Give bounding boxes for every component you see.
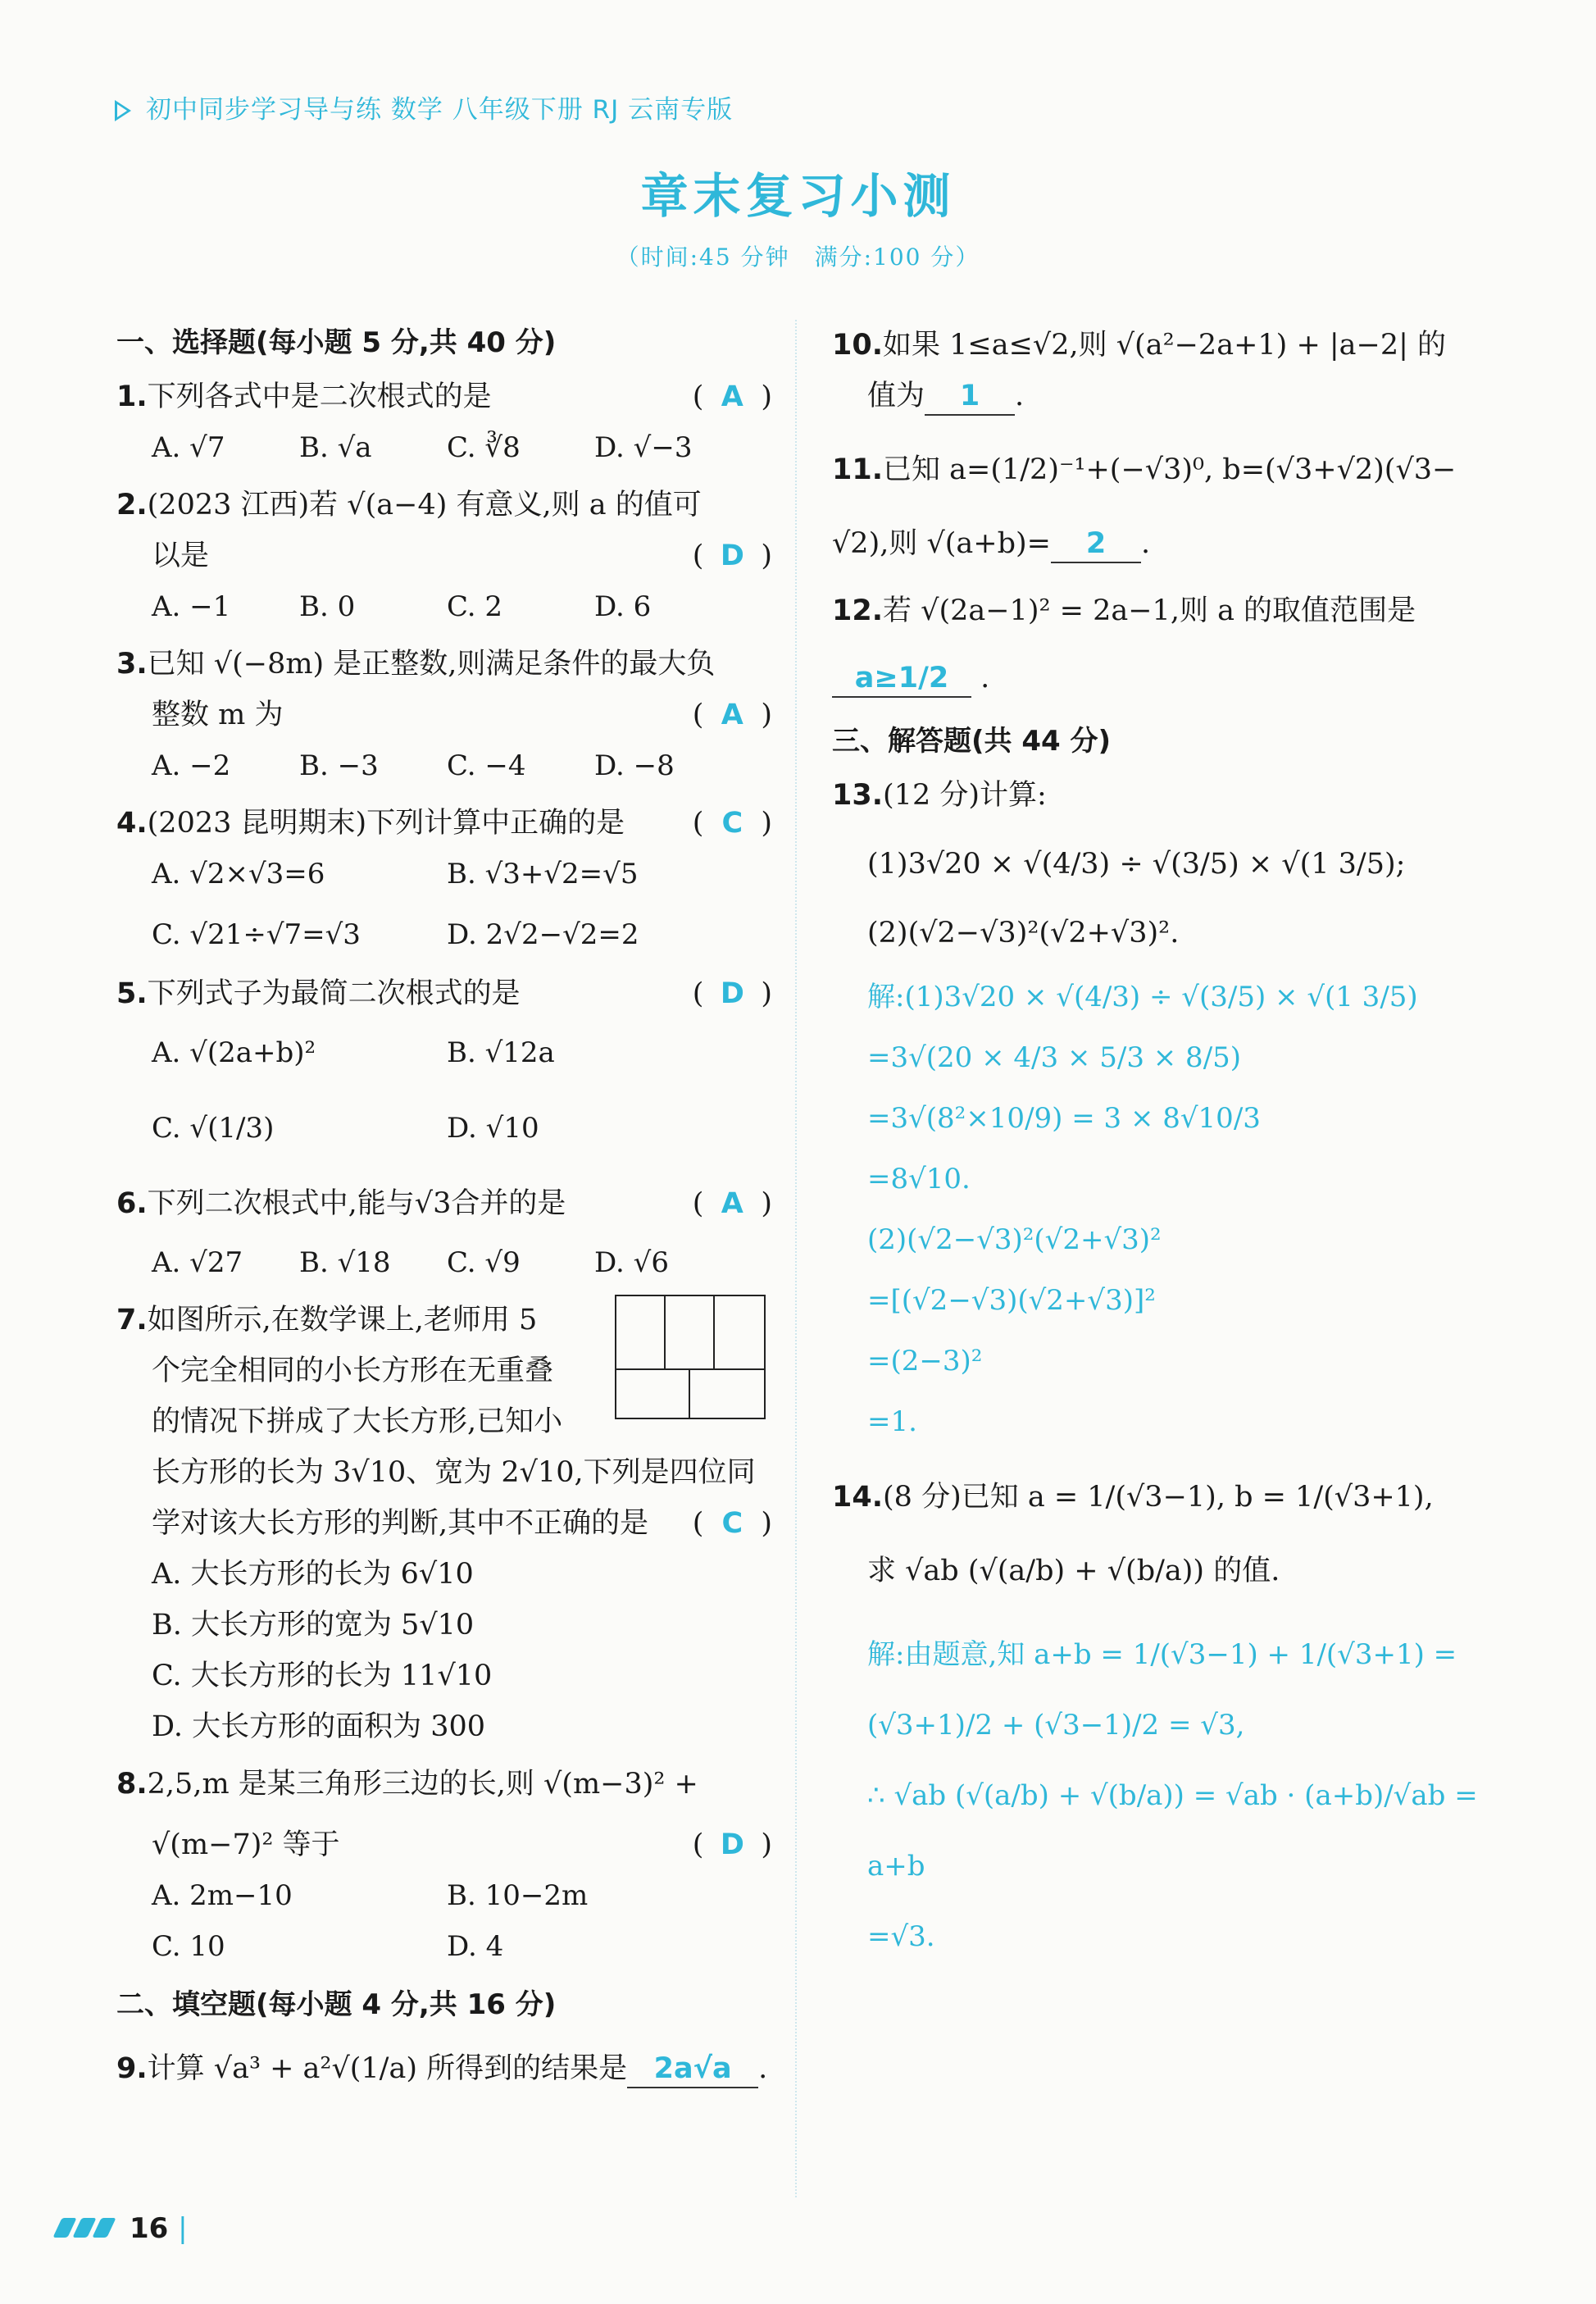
q14-solution [832,1619,1488,1972]
q-text: 如果 1≤a≤√2,则 √(a²−2a+1) + |a−2| 的 [883,329,1447,362]
option: D. 2√2−√2=2 [447,918,639,951]
question-2-cont [116,530,772,581]
question-13 [832,770,1488,821]
page-number [130,2212,188,2245]
option: A. √27 [152,1246,243,1279]
option: B. 10−2m [447,1879,589,1912]
q-text: √2),则 √(a+b)= [832,527,1052,560]
options-5a [116,1027,772,1078]
answer-slot: ( A ) [693,1178,772,1229]
answer: C [721,807,743,840]
option: C. √9 [447,1246,521,1279]
option: C. √21÷√7=√3 [152,918,361,951]
option: B. √12a [447,1036,555,1069]
solution-line: =8√10. [867,1163,971,1195]
q-num: 9. [116,2052,148,2085]
q-num: 12. [832,594,884,627]
question-8 [116,1759,772,1810]
question-11-cont: √2),则 √(a+b)= 2 . [832,518,1488,569]
q-num: 8. [116,1768,148,1801]
answer: A [721,380,743,413]
question-4 [116,798,772,849]
options-1 [116,422,772,473]
section-choice-title: 一、选择题(每小题 5 分,共 40 分) [116,326,557,359]
answer-slot: ( A ) [693,371,772,422]
option: D. √6 [594,1246,669,1279]
q13-part1: (1)3√20 × √(4/3) ÷ √(3/5) × √(1 3/5); [867,848,1406,881]
option: A. √(2a+b)² [152,1036,316,1069]
q-num: 6. [116,1187,148,1220]
q7-line2 [116,1346,772,1396]
question-12 [832,585,1488,636]
q-text: 学对该大长方形的判断,其中不正确的是 [152,1507,649,1540]
answer: C [721,1507,743,1540]
solution-line: =(2−3)² [867,1345,983,1377]
answer-blank: 1 [925,378,1015,416]
q-text: 整数 m 为 [152,699,284,731]
option: A. √7 [152,431,225,464]
q-num: 5. [116,977,148,1010]
option: A. −1 [152,590,231,623]
solution-line: =1. [867,1405,917,1438]
q-text: 计算 √a³ + a²√(1/a) 所得到的结果是 [147,2052,628,2085]
question-6 [116,1178,772,1229]
q-text: 个完全相同的小长方形在无重叠 [152,1355,554,1387]
solution-line: 解:(1)3√20 × √(4/3) ÷ √(3/5) × √(1 3/5) [867,981,1418,1013]
section-answer-title: 三、解答题(共 44 分) [832,725,1112,758]
q-text: 以是 [152,540,210,572]
solution-line: 解:由题意,知 a+b = 1/(√3−1) + 1/(√3+1) = [867,1638,1457,1671]
question-14-cont: 求 √ab (√(a/b) + √(b/a)) 的值. [867,1555,1280,1587]
option: A. −2 [152,749,231,782]
option: B. 大长方形的宽为 5√10 [152,1609,475,1641]
header-text: 初中同步学习导与练 数学 八年级下册 RJ 云南专版 [146,95,734,125]
q13-part2: (2)(√2−√3)²(√2+√3)². [867,917,1180,949]
option: A. √2×√3=6 [152,858,325,890]
question-9: 9.计算 √a³ + a²√(1/a) 所得到的结果是 2a√a . [116,2043,772,2094]
q-num: 11. [832,453,884,486]
option: D. −8 [594,749,675,782]
option: D. √10 [447,1112,539,1145]
option: B. −3 [299,749,379,782]
options-5b [116,1103,772,1154]
answer: A [721,1187,743,1220]
running-header [115,89,733,125]
q-num: 1. [116,380,148,413]
q-text: 下列二次根式中,能与√3合并的是 [147,1187,566,1220]
q-text: 下列式子为最简二次根式的是 [147,977,521,1010]
question-3-cont [116,690,772,740]
question-3 [116,639,772,690]
option: B. √a [299,431,372,464]
question-12-cont: a≥1/2 . [832,653,1488,703]
answer: A [721,699,743,731]
answer-blank: 2a√a [627,2051,758,2088]
q-text: (12 分)计算: [883,779,1047,812]
option: B. √18 [299,1246,391,1279]
page-title: 章末复习小测 [640,168,956,224]
question-1 [116,371,772,422]
option: D. 6 [594,590,652,623]
option: A. 大长方形的长为 6√10 [152,1558,474,1591]
q-text: 已知 a=(1/2)⁻¹+(−√3)⁰, b=(√3+√2)(√3− [883,453,1457,486]
solution-line: =3√(8²×10/9) = 3 × 8√10/3 [867,1102,1261,1135]
q-num: 14. [832,1481,884,1514]
page-subtitle: （时间:45 分钟 满分:100 分） [616,244,980,271]
option: C. 2 [447,590,503,623]
section-fill-title: 二、填空题(每小题 4 分,共 16 分) [116,1988,557,2021]
solution-line: (2)(√2−√3)²(√2+√3)² [867,1223,1162,1256]
options-4a [116,849,772,899]
question-2 [116,480,772,530]
solution-line: ∴ √ab (√(a/b) + √(b/a)) = √ab · (a+b)/√ab = a+b [867,1779,1478,1883]
options-2 [116,581,772,632]
q-num: 2. [116,489,148,521]
option: D. √−3 [594,431,693,464]
question-10 [832,320,1488,371]
q-text: √(m−7)² 等于 [152,1828,340,1861]
answer-slot: ( D ) [693,1819,772,1870]
q-text: 的情况下拼成了大长方形,已知小 [152,1405,563,1438]
q-text: 如图所示,在数学课上,老师用 5 [147,1304,538,1336]
q-text: (2023 江西)若 √(a−4) 有意义,则 a 的值可 [147,489,702,521]
question-11 [832,444,1488,495]
answer-slot: ( D ) [693,968,772,1019]
option: D. 4 [447,1930,504,1963]
solution-line: =√3. [867,1920,935,1953]
play-triangle-icon [115,100,131,121]
option: C. −4 [447,749,526,782]
option: C. √(1/3) [152,1112,275,1145]
option: C. 10 [152,1930,225,1963]
option: C. ∛8 [447,431,521,464]
options-8a [116,1870,772,1921]
q7-line5 [116,1498,772,1549]
options-8b [116,1921,772,1972]
question-5 [116,968,772,1019]
option: B. √3+√2=√5 [447,858,639,890]
option: A. 2m−10 [152,1879,293,1912]
answer-slot: ( A ) [693,690,772,740]
q7-line3 [116,1396,772,1447]
answer: D [720,540,744,572]
q-num: 4. [116,807,148,840]
q-text: 已知 √(−8m) 是正整数,则满足条件的最大负 [147,648,716,681]
q7-line4 [116,1447,772,1498]
page-number-bar: | [178,2212,188,2245]
q-num: 3. [116,648,148,681]
answer-blank: a≥1/2 [832,660,971,698]
footer-stripes-icon [57,2218,115,2238]
option: C. 大长方形的长为 11√10 [152,1660,493,1692]
solution-line: =[(√2−√3)(√2+√3)]² [867,1284,1156,1317]
q-text: 值为 [867,380,925,412]
q-text: 长方形的长为 3√10、宽为 2√10,下列是四位同 [152,1456,756,1489]
answer-slot: ( C ) [693,798,772,849]
option: B. 0 [299,590,356,623]
column-divider [795,320,797,2197]
left-column [116,320,772,2094]
solution-line: =3√(20 × 4/3 × 5/3 × 8/5) [867,1041,1242,1074]
question-14 [832,1472,1488,1523]
right-column [832,320,1488,1972]
q7-line1 [116,1295,772,1346]
answer-slot: ( D ) [693,530,772,581]
options-6 [116,1237,772,1288]
q-text: 若 √(2a−1)² = 2a−1,则 a 的取值范围是 [883,594,1416,627]
question-10-cont: 值为 1 . [832,371,1488,421]
answer: D [720,977,744,1010]
options-3 [116,740,772,791]
q-num: 7. [116,1304,148,1336]
answer-slot: ( C ) [693,1498,772,1549]
option: D. 大长方形的面积为 300 [152,1710,485,1743]
q-text: (8 分)已知 a = 1/(√3−1), b = 1/(√3+1), [883,1481,1434,1514]
q-text: 2,5,m 是某三角形三边的长,则 √(m−3)² + [147,1768,698,1801]
question-8-cont [116,1819,772,1870]
q-text: (2023 昆明期末)下列计算中正确的是 [147,807,625,840]
q-text: 下列各式中是二次根式的是 [147,380,492,413]
options-4b [116,909,772,960]
question-7 [116,1295,772,1752]
q-num: 13. [832,779,884,812]
q13-solution [832,967,1488,1452]
solution-line: (√3+1)/2 + (√3−1)/2 = √3, [867,1709,1245,1742]
answer: D [720,1828,744,1861]
page-number-text: 16 [130,2212,169,2245]
q-num: 10. [832,329,884,362]
answer-blank: 2 [1051,526,1141,563]
